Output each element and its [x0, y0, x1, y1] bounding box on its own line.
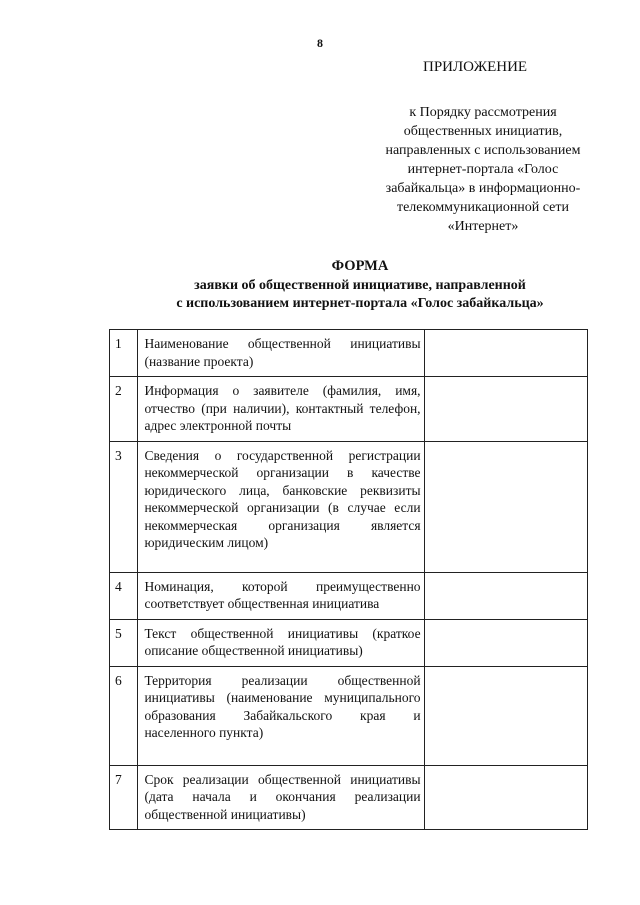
appendix-reference — [368, 103, 598, 236]
table-row — [110, 666, 588, 765]
form-subtitle — [0, 277, 640, 313]
row-number: 7 — [110, 765, 138, 830]
appendix-reference-line: к Порядку рассмотрения — [409, 105, 557, 120]
appendix-reference-line: «Интернет» — [447, 219, 519, 234]
page-number: 8 — [317, 36, 323, 50]
table-row — [110, 619, 588, 666]
row-number: 2 — [110, 377, 138, 442]
row-number: 6 — [110, 666, 138, 765]
row-value-field[interactable] — [424, 572, 587, 619]
row-number: 3 — [110, 441, 138, 572]
row-label: Информация о заявителе (фамилия, имя, отчество (при наличии), контактный телефон, адрес электронной почты — [138, 377, 424, 442]
row-number: 5 — [110, 619, 138, 666]
appendix-title: ПРИЛОЖЕНИЕ — [423, 59, 528, 75]
appendix-reference-line: интернет-портала «Голос — [407, 162, 559, 177]
row-label: Номинация, которой преимущественно соответствует общественная инициатива — [138, 572, 424, 619]
appendix-reference-line: направленных с использованием — [385, 143, 581, 158]
row-label: Текст общественной инициативы (краткое описание общественной инициативы) — [138, 619, 424, 666]
table-row — [110, 765, 588, 830]
table-row — [110, 441, 588, 572]
form-subtitle-line: заявки об общественной инициативе, направленной — [194, 278, 526, 293]
row-value-field[interactable] — [424, 330, 587, 377]
application-form-table — [109, 329, 588, 830]
row-label: Срок реализации общественной инициативы (дата начала и окончания реализации общественной инициативы) — [138, 765, 424, 830]
row-value-field[interactable] — [424, 377, 587, 442]
table-row — [110, 330, 588, 377]
row-value-field[interactable] — [424, 765, 587, 830]
row-value-field[interactable] — [424, 666, 587, 765]
row-label: Наименование общественной инициативы (название проекта) — [138, 330, 424, 377]
table-row — [110, 572, 588, 619]
appendix-reference-line: общественных инициатив, — [403, 124, 563, 139]
form-subtitle-line: с использованием интернет-портала «Голос забайкальца» — [176, 296, 544, 311]
table-row — [110, 377, 588, 442]
form-title: ФОРМА — [331, 258, 389, 274]
row-label: Территория реализации общественной инициативы (наименование муниципального образования Забайкальского края и населенного пункта) — [138, 666, 424, 765]
row-label: Сведения о государственной регистрации некоммерческой организации в качестве юридического лица, банковские реквизиты некоммерческой организации (в случае если некоммерческая организация является юридическим лицом) — [138, 441, 424, 572]
row-value-field[interactable] — [424, 619, 587, 666]
appendix-reference-line: забайкальца» в информационно- — [385, 181, 581, 196]
row-value-field[interactable] — [424, 441, 587, 572]
row-number: 1 — [110, 330, 138, 377]
appendix-reference-line: телекоммуникационной сети — [396, 200, 570, 215]
row-number: 4 — [110, 572, 138, 619]
